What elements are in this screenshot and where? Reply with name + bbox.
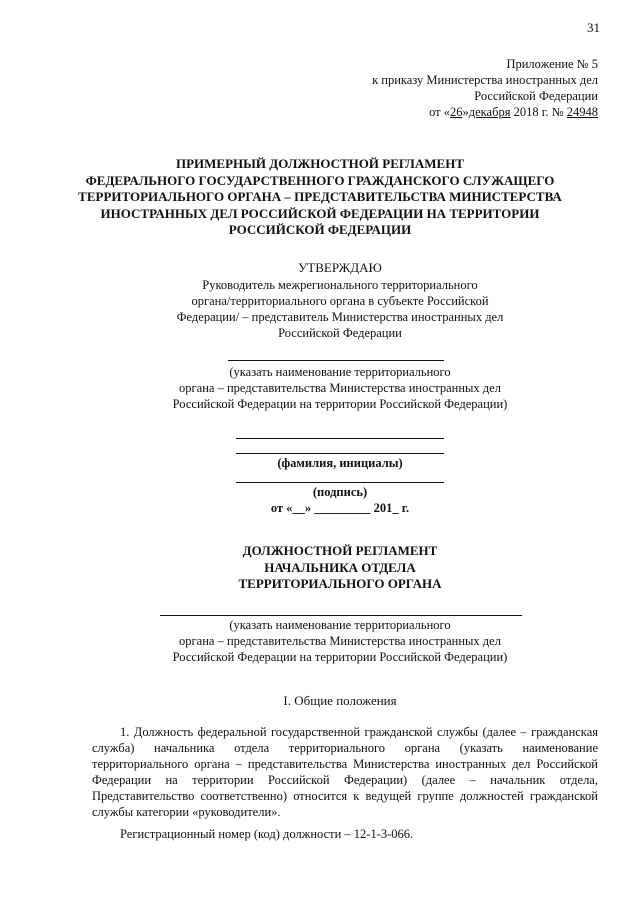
blank-line bbox=[228, 360, 444, 361]
title-line: РОССИЙСКОЙ ФЕДЕРАЦИИ bbox=[228, 222, 412, 237]
approve-note bbox=[150, 364, 530, 412]
regulation-title bbox=[0, 543, 640, 593]
order-number: 24948 bbox=[566, 105, 598, 119]
blank-line bbox=[236, 438, 444, 439]
annex-line: Приложение № 5 bbox=[506, 57, 598, 71]
annex-header bbox=[372, 56, 598, 120]
note-line: Российской Федерации на территории Российской Федерации) bbox=[172, 650, 508, 664]
note-line: (указать наименование территориального bbox=[229, 365, 451, 379]
title-line: ПРИМЕРНЫЙ ДОЛЖНОСТНОЙ РЕГЛАМЕНТ bbox=[176, 156, 464, 171]
paragraph-2 bbox=[92, 826, 598, 842]
blank-line bbox=[236, 482, 444, 483]
note-line: Российской Федерации на территории Российской Федерации) bbox=[172, 397, 508, 411]
annex-line: к приказу Министерства иностранных дел bbox=[372, 73, 598, 87]
paragraph-text: Регистрационный номер (код) должности – 12-1-3-066. bbox=[120, 827, 414, 841]
reg-note bbox=[150, 617, 530, 665]
page-number: 31 bbox=[587, 20, 600, 35]
date-mid: » bbox=[462, 105, 469, 119]
signature-label: (подпись) bbox=[312, 485, 368, 499]
date-field: от «__» _________ 201_ г. bbox=[270, 501, 410, 515]
title-line: ИНОСТРАННЫХ ДЕЛ РОССИЙСКОЙ ФЕДЕРАЦИИ НА ТЕРРИТОРИИ bbox=[100, 205, 540, 221]
approve-line: Руководитель межрегионального территориального bbox=[202, 278, 478, 292]
title-line: ФЕДЕРАЛЬНОГО ГОСУДАРСТВЕННОГО ГРАЖДАНСКОГО СЛУЖАЩЕГО bbox=[85, 172, 555, 188]
name-label: (фамилия, инициалы) bbox=[277, 456, 403, 470]
document-title bbox=[0, 156, 640, 239]
annex-line: Российской Федерации bbox=[474, 89, 598, 103]
approve-line: органа/территориального органа в субъекте Российской bbox=[191, 294, 489, 308]
approve-line: Российской Федерации bbox=[278, 326, 402, 340]
approval-block bbox=[170, 260, 510, 341]
note-line: органа – представительства Министерства иностранных дел bbox=[179, 634, 501, 648]
note-line: (указать наименование территориального bbox=[229, 618, 451, 632]
date-month: декабря bbox=[468, 105, 511, 119]
reg-title-line: ДОЛЖНОСТНОЙ РЕГЛАМЕНТ bbox=[242, 543, 438, 558]
paragraph-1 bbox=[92, 724, 598, 820]
blank-line bbox=[160, 615, 522, 616]
note-line: органа – представительства Министерства иностранных дел bbox=[179, 381, 501, 395]
date-prefix: от « bbox=[429, 105, 451, 119]
reg-title-line: НАЧАЛЬНИКА ОТДЕЛА bbox=[264, 559, 416, 575]
blank-line bbox=[236, 453, 444, 454]
section-heading: I. Общие положения bbox=[283, 693, 397, 708]
paragraph-text: 1. Должность федеральной государственной гражданской службы (далее – гражданская служба) начальника отдела территориального органа (указать наименование территориального органа – представительства Министерства иностранных дел Российской Федерации на территории Российской Федерации) (далее – начальник отдела, Представительство соответственно) относится к ведущей группе должностей гражданской службы категории «руководители». bbox=[92, 725, 598, 819]
approve-line: Федерации/ – представитель Министерства иностранных дел bbox=[176, 310, 504, 324]
reg-title-line: ТЕРРИТОРИАЛЬНОГО ОРГАНА bbox=[238, 576, 442, 591]
title-line: ТЕРРИТОРИАЛЬНОГО ОРГАНА – ПРЕДСТАВИТЕЛЬСТВА МИНИСТЕРСТВА bbox=[78, 189, 562, 204]
annex-date-line bbox=[372, 104, 598, 120]
approve-heading: УТВЕРЖДАЮ bbox=[298, 260, 382, 275]
date-year: 2018 г. № bbox=[510, 105, 567, 119]
date-day: 26 bbox=[450, 105, 463, 119]
